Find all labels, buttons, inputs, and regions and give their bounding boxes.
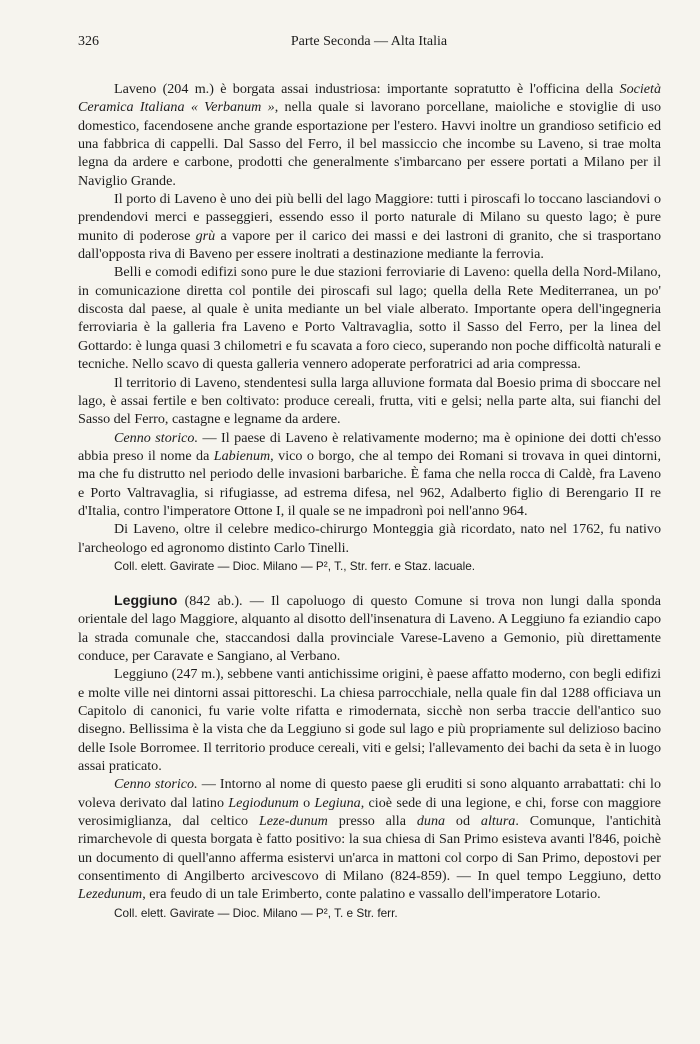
laveno-collegio-note: Coll. elett. Gavirate — Dioc. Milano — P², T., Str. ferr. e Staz. lacuale. xyxy=(114,558,476,573)
leggiuno-collegio-note: Coll. elett. Gavirate — Dioc. Milano — P², T. e Str. ferr. xyxy=(114,905,398,920)
laveno-section xyxy=(78,80,661,575)
laveno-paragraph-2: Il porto di Laveno è uno dei più belli del lago Maggiore: tutti i piroscafi lo toccano lasciandovi o prendendovi merci e passeggieri, essendo esso il porto naturale di Milano su questo lago; è pure munito di poderose grù a vapore per il carico dei massi e dei lastroni di granito, che si trasportano dall'opposta riva di Baveno per essere inoltrati a destinazione mediante la ferrovia. xyxy=(78,191,661,263)
page-header xyxy=(78,34,660,54)
section-spacer xyxy=(78,575,661,591)
leggiuno-paragraph-2: Leggiuno (247 m.), sebbene vanti antichissime origini, è paese affatto moderno, con begli edifizi e molte ville nei dintorni assai pittoreschi. La chiesa parrocchiale, nella quale fin dal 1288 officiava un Capitolo di canonici, fu varie volte rifatta e rimodernata, sicchè non serba traccie dell'antico suo disegno. Bellissima è la vista che da Leggiuno si gode sul lago e più propriamente sul delizioso bacino delle Isole Borromee. Il territorio produce cereali, viti e gelsi; l'allevamento dei bachi da seta è in luogo assai praticato. xyxy=(78,666,661,775)
laveno-paragraph-3: Belli e comodi edifizi sono pure le due stazioni ferroviarie di Laveno: quella della Nord-Milano, in comunicazione diretta col pontile dei piroscafi sul lago; quella della Rete Mediterranea, un po' discosta dal paese, al quale è unita mediante un bel viale alberato. Importante opera dell'ingegneria ferroviaria è la galleria fra Laveno e Porto Valtravaglia, sotto il Sasso del Ferro, per la linea del Gottardo: è lunga quasi 3 chilometri e fu scavata a foro cieco, superando non poche difficoltà naturali e tecniche. Nello scavo di questa galleria vennero adoperate perforatrici ad aria compressa. xyxy=(78,264,661,373)
laveno-paragraph-1: Laveno (204 m.) è borgata assai industriosa: importante sopratutto è l'officina della Società Ceramica Italiana « Verbanum », nella quale si lavorano porcellane, maioliche e stoviglie di uso domestico, facendosene anche grande esportazione per l'estero. Havvi inoltre un grandioso setificio ed una fabbrica di cappelli. Dal Sasso del Ferro, il bel massiccio che incombe su Laveno, si trae molta legna da ardere e carbone, prodotti che generalmente s'imbarcano per essere portati a Milano per il Naviglio Grande. xyxy=(78,81,661,189)
page-body xyxy=(78,80,661,922)
leggiuno-section xyxy=(78,591,661,922)
laveno-paragraph-4: Il territorio di Laveno, stendentesi sulla larga alluvione formata dal Boesio prima di sboccare nel lago, è assai fertile e ben coltivato: produce cereali, frutta, viti e gelsi; nella parte alta, sui fianchi del Sasso del Ferro, castagne e legname da ardere. xyxy=(78,374,661,428)
leggiuno-entry-title: Leggiuno xyxy=(114,591,178,608)
page-number: 326 xyxy=(78,34,99,49)
leggiuno-paragraph-1: Leggiuno (842 ab.). — Il capoluogo di questo Comune si trova non lungi dalla sponda orientale del lago Maggiore, alquanto al disotto dell'insenatura di Laveno. A Leggiuno fa eziandio capo la strada comunale che, staccandosi dalla provinciale Varese-Laveno a Gemonio, più direttamente conduce, per Caravate e Sangiano, al Verbano. xyxy=(78,591,661,664)
laveno-paragraph-6: Di Laveno, oltre il celebre medico-chirurgo Monteggia già ricordato, nato nel 1762, fu nativo l'archeologo ed agronomo distinto Carlo Tinelli. xyxy=(78,521,661,556)
leggiuno-history-paragraph: Cenno storico. — Intorno al nome di questo paese gli eruditi si sono alquanto arrabattati: chi lo voleva derivato dal latino Legiodunum o Legiuna, cioè sede di una legione, e chi, forse con maggiore verosimiglianza, dal celtico Leze-dunum presso alla duna od altura. Comunque, l'antichità rimarchevole di questa borgata è fatto positivo: la sua chiesa di San Primo esisteva avanti l'846, poichè un documento di quell'anno afferma esistervi un'arca in mattoni col corpo di San Primo, depostovi per consentimento di Angilberto arcivescovo di Milano (824-859). — In quel tempo Leggiuno, detto Lezedunum, era feudo di un tale Erimberto, conte palatino e vassallo dell'imperatore Lotario. xyxy=(78,776,661,903)
running-title: Parte Seconda — Alta Italia xyxy=(290,34,448,49)
laveno-history-paragraph: Cenno storico. — Il paese di Laveno è relativamente moderno; ma è opinione dei dotti ch'esso abbia preso il nome da Labienum, vico o borgo, che al tempo dei Romani si trovava in quei dintorni, ma che fu distrutto nel periodo delle invasioni barbariche. È fama che nella rocca di Caldè, fra Laveno e Porto Valtravaglia, si rifugiasse, ad estrema difesa, nel 962, Adalberto figlio di Berengario II re d'Italia, contro l'imperatore Ottone I, il quale se ne impadronì poi nell'anno 964. xyxy=(78,429,661,519)
